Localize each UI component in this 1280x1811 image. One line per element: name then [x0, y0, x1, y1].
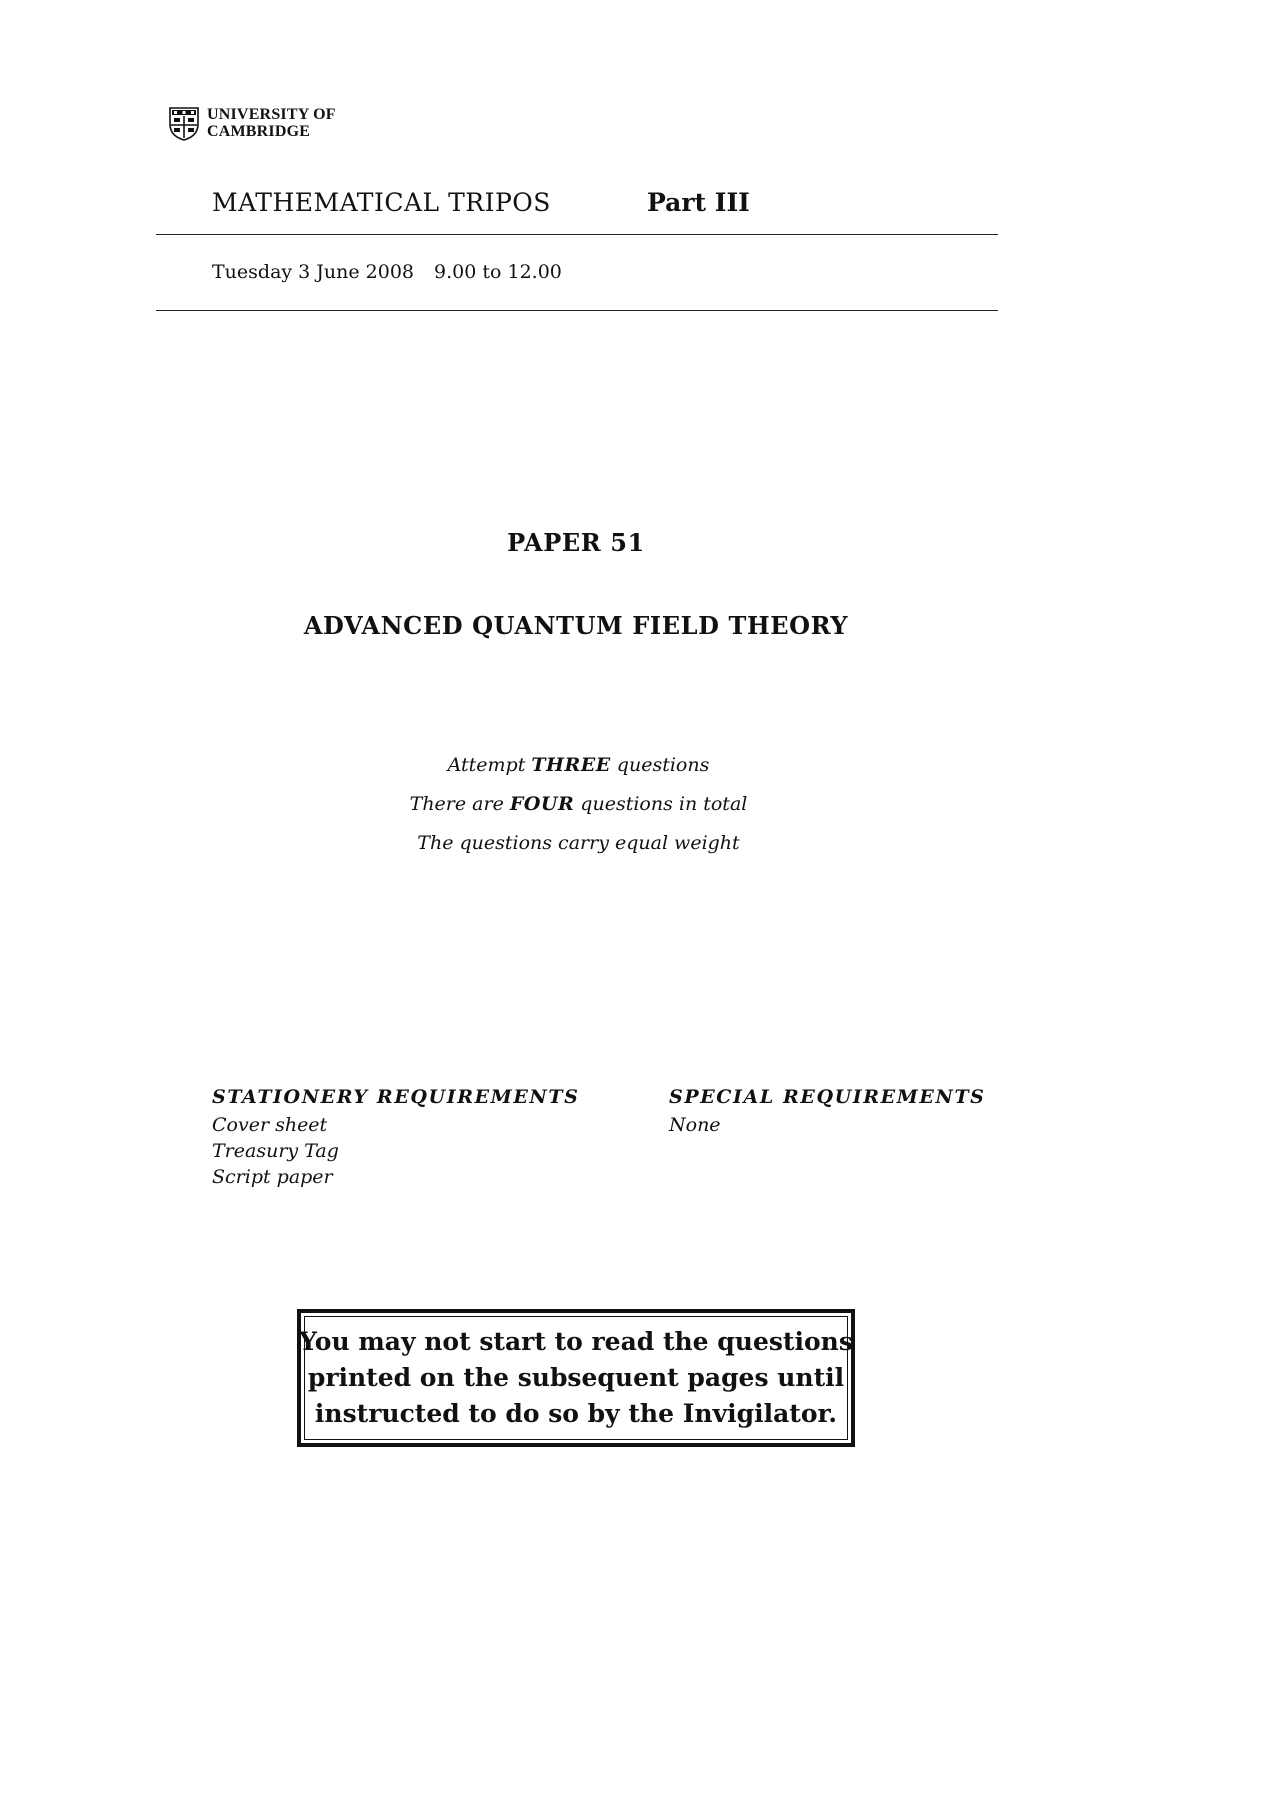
exam-title: MATHEMATICAL TRIPOS — [212, 188, 551, 217]
invigilator-notice-box — [297, 1309, 855, 1447]
exam-part: Part III — [647, 188, 750, 217]
logo-wordmark — [207, 106, 336, 140]
paper-number: PAPER 51 — [507, 528, 645, 557]
stationery-item: Cover sheet — [212, 1114, 328, 1136]
exam-date: Tuesday 3 June 2008 — [212, 261, 415, 283]
instruction-text: questions in total — [574, 793, 748, 815]
header-divider-top — [156, 234, 998, 235]
stationery-item: Treasury Tag — [212, 1140, 339, 1162]
instruction-total — [0, 793, 1157, 815]
stationery-item: Script paper — [212, 1166, 333, 1188]
exam-date-time — [212, 261, 562, 283]
university-crest-icon — [169, 107, 199, 141]
instruction-weight: The questions carry equal weight — [417, 832, 740, 854]
instruction-emphasis: THREE — [531, 754, 611, 776]
instruction-text: Attempt — [447, 754, 532, 776]
exam-time: 9.00 to 12.00 — [434, 261, 562, 283]
notice-line: instructed to do so by the Invigilator. — [314, 1399, 838, 1428]
university-logo — [169, 106, 369, 142]
special-item: None — [669, 1114, 721, 1136]
instruction-text: questions — [610, 754, 710, 776]
special-heading: SPECIAL REQUIREMENTS — [669, 1086, 986, 1108]
header-divider-bottom — [156, 310, 998, 311]
special-requirements — [669, 1086, 986, 1138]
notice-line: printed on the subsequent pages until — [307, 1363, 845, 1392]
instruction-attempt — [0, 754, 1157, 776]
stationery-requirements — [212, 1086, 579, 1190]
invigilator-notice-inner — [299, 1316, 853, 1440]
instruction-emphasis: FOUR — [509, 793, 575, 815]
stationery-heading: STATIONERY REQUIREMENTS — [212, 1086, 580, 1108]
paper-subject: ADVANCED QUANTUM FIELD THEORY — [303, 611, 849, 640]
instruction-text: There are — [409, 793, 510, 815]
logo-line-1: UNIVERSITY OF — [207, 106, 336, 123]
logo-line-2: CAMBRIDGE — [207, 123, 311, 140]
notice-line: You may not start to read the questions — [299, 1327, 853, 1356]
